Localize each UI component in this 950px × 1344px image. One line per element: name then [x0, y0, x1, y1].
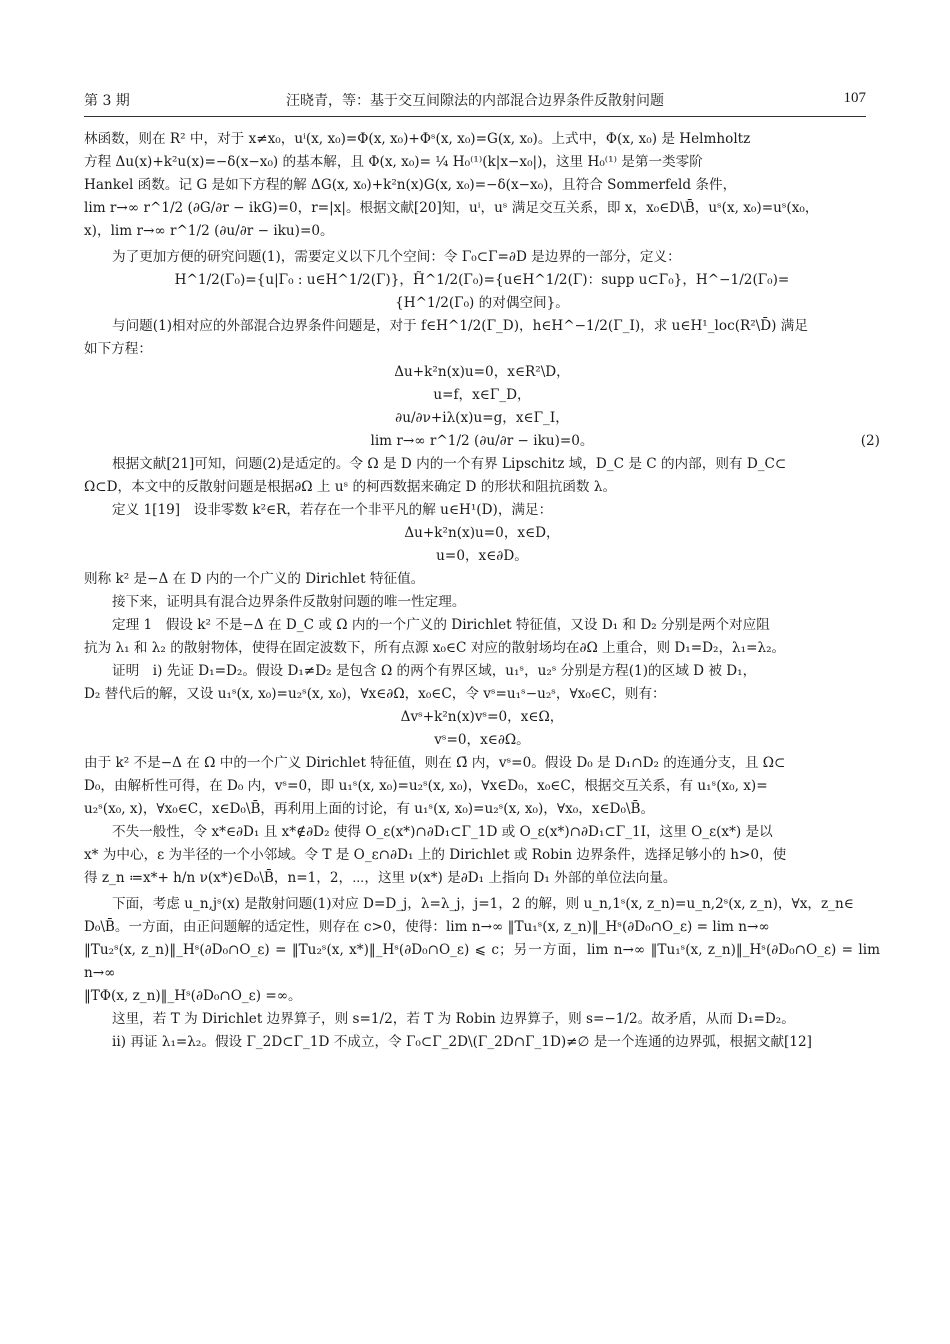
text-line: 不失一般性，令 x*∈∂D₁ 且 x*∉∂D₂ 使得 O_ε(x*)∩∂D₁⊂Γ_1D 或 O_ε(x*)∩∂D₁⊂Γ_1I，这里 O_ε(x*) 是以: [112, 824, 773, 840]
text-line: 林函数，则在 R² 中，对于 x≠x₀，uⁱ(x, x₀)=Φ(x, x₀)+Φˢ(x, x₀)=G(x, x₀)。上式中，Φ(x, x₀) 是 Helmholtz: [84, 131, 751, 147]
text-line: 与问题(1)相对应的外部混合边界条件问题是，对于 f∈H^1/2(Γ_D)，h∈H^−1/2(Γ_I)，求 u∈H¹_loc(R²\D̄) 满足: [112, 318, 808, 334]
issue-label: 第 3 期: [84, 93, 130, 109]
text-line: 接下来，证明具有混合边界条件反散射问题的唯一性定理。: [112, 594, 466, 610]
text-line: 下面，考虑 u_n,jˢ(x) 是散射问题(1)对应 D=D_j，λ=λ_j，j=1，2 的解，则 u_n,1ˢ(x, z_n)=u_n,2ˢ(x, z_n)，∀x，z_n∈: [112, 896, 854, 912]
text-line: Ω⊂D，本文中的反散射问题是根据∂Ω 上 uˢ 的柯西数据来确定 D 的形状和阻抗函数 λ。: [84, 479, 617, 495]
text-line: ii) 再证 λ₁=λ₂。假设 Γ_2D⊂Γ_1D 不成立，令 Γ₀⊂Γ_2D\(Γ_2D∩Γ_1D)≠∅ 是一个连通的边界弧，根据文献[12]: [112, 1034, 812, 1050]
running-title: 汪晓青，等：基于交互间隙法的内部混合边界条件反散射问题: [286, 93, 664, 109]
equation-line: {H^1/2(Γ₀) 的对偶空间}。: [395, 295, 569, 311]
equation-line: vˢ=0，x∈∂Ω。: [434, 732, 530, 748]
theorem-line: 抗为 λ₁ 和 λ₂ 的散射物体，使得在固定波数下，所有点源 x₀∈C 对应的散射场均在∂Ω 上重合，则 D₁=D₂，λ₁=λ₂。: [84, 640, 786, 656]
equation-line: H^1/2(Γ₀)={u|Γ₀ : u∈H^1/2(Γ)}，H̃^1/2(Γ₀)={u∈H^1/2(Γ)：supp u⊂Γ̄₀}，H^−1/2(Γ₀)=: [174, 272, 790, 288]
text-line: 这里，若 T 为 Dirichlet 边界算子，则 s=1/2，若 T 为 Robin 边界算子，则 s=−1/2。故矛盾，从而 D₁=D₂。: [112, 1011, 795, 1027]
text-line: 为了更加方便的研究问题(1)，需要定义以下几个空间：令 Γ₀⊂Γ=∂D 是边界的一部分，定义：: [112, 249, 681, 265]
text-line: ‖Tu₂ˢ(x, z_n)‖_Hˢ(∂D₀∩O_ε) = ‖Tu₂ˢ(x, x*)‖_Hˢ(∂D₀∩O_ε) ⩽ c；另一方面，lim n→∞ ‖Tu₁ˢ(x, z_n)‖_Hˢ(∂D₀∩O_ε) = lim n→∞: [84, 942, 880, 981]
text-line: ‖TΦ(x, z_n)‖_Hˢ(∂D₀∩O_ε) =∞。: [84, 988, 302, 1004]
text-line: 由于 k² 不是−Δ 在 Ω 中的一个广义 Dirichlet 特征值，则在 Ω̄ 内，vˢ=0。假设 D₀ 是 D₁∩D₂ 的连通分支，且 Ω⊂: [84, 755, 786, 771]
equation-block-2: [84, 430, 880, 453]
text-line: lim r→∞ r^1/2 (∂G/∂r − ikG)=0，r=|x|。根据文献[20]知，uⁱ，uˢ 满足交互关系，即 x，x₀∈D\B̄，uˢ(x, x₀)=uˢ(x₀，: [84, 200, 819, 216]
text-line: D₀，由解析性可得，在 D₀ 内，vˢ=0，即 u₁ˢ(x, x₀)=u₂ˢ(x, x₀)，∀x∈D₀，x₀∈C，根据交互关系，有 u₁ˢ(x₀, x)=: [84, 778, 768, 794]
running-header: [84, 90, 866, 112]
text-line: 根据文献[21]可知，问题(2)是适定的。令 Ω 是 D 内的一个有界 Lipschitz 域，D_C 是 C 的内部，则有 D_C⊂: [112, 456, 787, 472]
equation-line: lim r→∞ r^1/2 (∂u/∂r − iku)=0。: [370, 433, 594, 449]
text-line: x* 为中心，ε 为半径的一个小邻域。令 T 是 O_ε∩∂D₁ 上的 Dirichlet 或 Robin 边界条件，选择足够小的 h>0，使: [84, 847, 787, 863]
text-line: 如下方程：: [84, 341, 152, 357]
equation-number: (2): [860, 433, 880, 449]
header-rule: [84, 116, 866, 117]
text-line: Hankel 函数。记 G 是如下方程的解 ΔG(x, x₀)+k²n(x)G(x, x₀)=−δ(x−x₀)，且符合 Sommerfeld 条件，: [84, 177, 737, 193]
proof-line: 证明 i) 先证 D₁=D₂。假设 D₁≠D₂ 是包含 Ω 的两个有界区域，u₁ˢ，u₂ˢ 分别是方程(1)的区域 D 被 D₁，: [112, 663, 757, 679]
theorem-line: 定理 1 假设 k² 不是−Δ 在 D_C 或 Ω 内的一个广义的 Dirichlet 特征值，又设 D₁ 和 D₂ 分别是两个对应阻: [112, 617, 770, 633]
article-body: [84, 128, 880, 1054]
text-line: x)，lim r→∞ r^1/2 (∂u/∂r − iku)=0。: [84, 223, 334, 239]
equation-line: ∂u/∂ν+iλ(x)u=g，x∈Γ_I，: [395, 410, 569, 426]
text-line: 得 z_n ≔x*+ h/n ν(x*)∈D₀\B̄，n=1，2，⋯，这里 ν(x*) 是∂D₁ 上指向 D₁ 外部的单位法向量。: [84, 870, 677, 886]
text-line: 则称 k² 是−Δ 在 D 内的一个广义的 Dirichlet 特征值。: [84, 571, 425, 587]
definition-line: 定义 1[19] 设非零数 k²∈R，若存在一个非平凡的解 u∈H¹(D)，满足：: [112, 502, 553, 518]
equation-line: Δu+k²n(x)u=0，x∈R²\D，: [394, 364, 570, 380]
text-line: 方程 Δu(x)+k²u(x)=−δ(x−x₀) 的基本解，且 Φ(x, x₀)= ¼ H₀⁽¹⁾(k|x−x₀|)，这里 H₀⁽¹⁾ 是第一类零阶: [84, 154, 703, 170]
text-line: D₂ 替代后的解，又设 u₁ˢ(x, x₀)=u₂ˢ(x, x₀)，∀x∈∂Ω，x₀∈C，令 vˢ=u₁ˢ−u₂ˢ，∀x₀∈C，则有：: [84, 686, 666, 702]
text-line: u₂ˢ(x₀, x)，∀x₀∈C，x∈D₀\B̄，再利用上面的讨论，有 u₁ˢ(x, x₀)=u₂ˢ(x, x₀)，∀x₀，x∈D₀\B̄。: [84, 801, 655, 817]
page-number: 107: [843, 90, 866, 106]
equation-line: u=f，x∈Γ_D，: [433, 387, 531, 403]
equation-line: u=0，x∈∂D。: [436, 548, 528, 564]
text-line: D₀\B̄。一方面，由正问题解的适定性，则存在 c>0，使得：lim n→∞ ‖Tu₁ˢ(x, z_n)‖_Hˢ(∂D₀∩O_ε) = lim n→∞: [84, 919, 770, 935]
equation-line: Δu+k²n(x)u=0，x∈D，: [404, 525, 560, 541]
equation-line: Δvˢ+k²n(x)vˢ=0，x∈Ω，: [400, 709, 564, 725]
